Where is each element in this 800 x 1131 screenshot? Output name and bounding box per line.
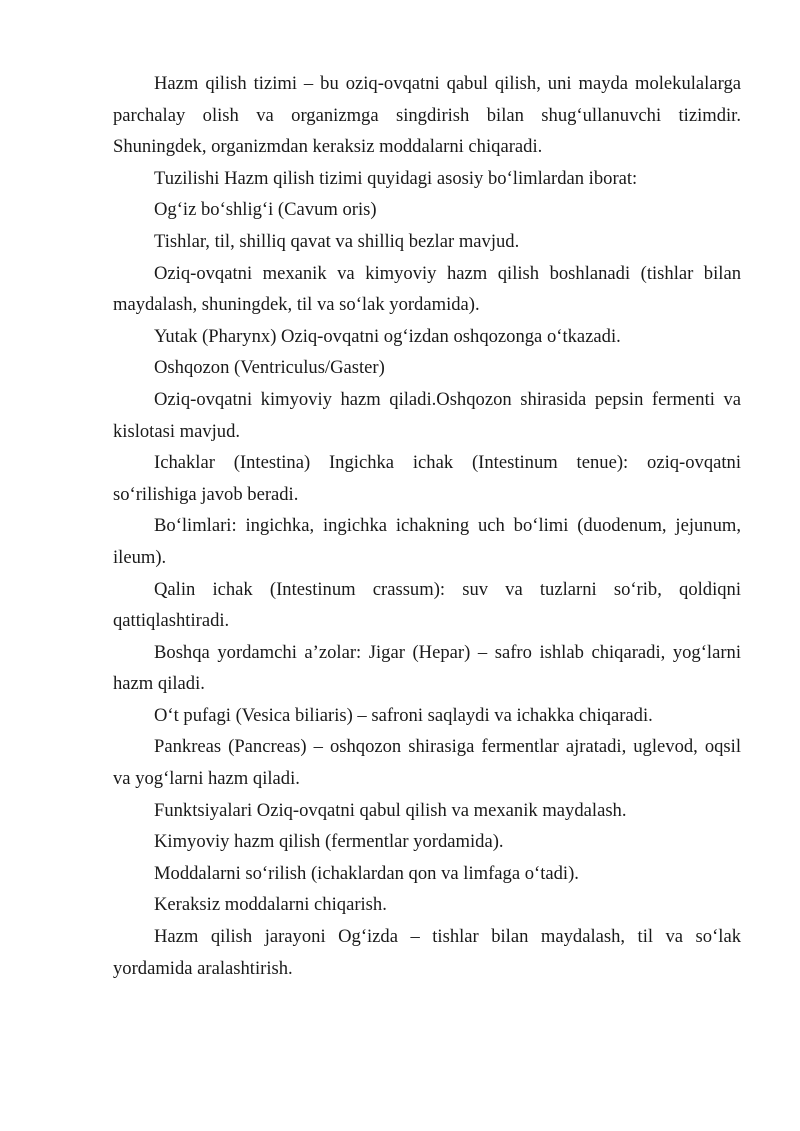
paragraph-1: Hazm qilish tizimi – bu oziq-ovqatni qabul qilish, uni mayda molekulalarga parchalay olish va organizmga singdirish bilan shug‘ullanuvchi tizimdir. Shuningdek, organizmdan keraksiz moddalarni chiqaradi. — [113, 73, 741, 158]
paragraph-2: Tuzilishi Hazm qilish tizimi quyidagi asosiy bo‘limlardan iborat: — [154, 167, 638, 189]
paragraph-6: Yutak (Pharynx) Oziq-ovqatni og‘izdan oshqozonga o‘tkazadi. — [154, 325, 621, 347]
paragraph-17: Moddalarni so‘rilish (ichaklardan qon va limfaga o‘tadi). — [154, 862, 579, 884]
paragraph-9: Ichaklar (Intestina) Ingichka ichak (Intestinum tenue): oziq-ovqatni so‘rilishiga javob beradi. — [113, 452, 741, 505]
paragraph-7: Oshqozon (Ventriculus/Gaster) — [154, 357, 385, 379]
paragraph-12: Boshqa yordamchi a’zolar: Jigar (Hepar) – safro ishlab chiqaradi, yog‘larni hazm qiladi. — [113, 641, 741, 695]
paragraph-13: O‘t pufagi (Vesica biliaris) – safroni saqlaydi va ichakka chiqaradi. — [154, 704, 653, 726]
paragraph-14: Pankreas (Pancreas) – oshqozon shirasiga fermentlar ajratadi, uglevod, oqsil va yog‘larni hazm qiladi. — [113, 736, 741, 790]
paragraph-8: Oziq-ovqatni kimyoviy hazm qiladi.Oshqozon shirasida pepsin fermenti va kislotasi mavjud. — [113, 388, 741, 442]
paragraph-3: Og‘iz bo‘shlig‘i (Cavum oris) — [154, 199, 377, 221]
document-page — [113, 68, 741, 984]
paragraph-19: Hazm qilish jarayoni Og‘izda – tishlar bilan maydalash, til va so‘lak yordamida aralashtirish. — [113, 926, 741, 979]
paragraph-5: Oziq-ovqatni mexanik va kimyoviy hazm qilish boshlanadi (tishlar bilan maydalash, shuningdek, til va so‘lak yordamida). — [113, 262, 741, 316]
paragraph-10: Bo‘limlari: ingichka, ingichka ichakning uch bo‘limi (duodenum, jejunum, ileum). — [113, 515, 741, 568]
paragraph-11: Qalin ichak (Intestinum crassum): suv va tuzlarni so‘rib, qoldiqni qattiqlashtiradi. — [113, 578, 741, 632]
paragraph-16: Kimyoviy hazm qilish (fermentlar yordamida). — [154, 831, 504, 853]
paragraph-4: Tishlar, til, shilliq qavat va shilliq bezlar mavjud. — [154, 230, 520, 252]
paragraph-18: Keraksiz moddalarni chiqarish. — [154, 894, 387, 916]
paragraph-15: Funktsiyalari Oziq-ovqatni qabul qilish va mexanik maydalash. — [154, 799, 627, 821]
